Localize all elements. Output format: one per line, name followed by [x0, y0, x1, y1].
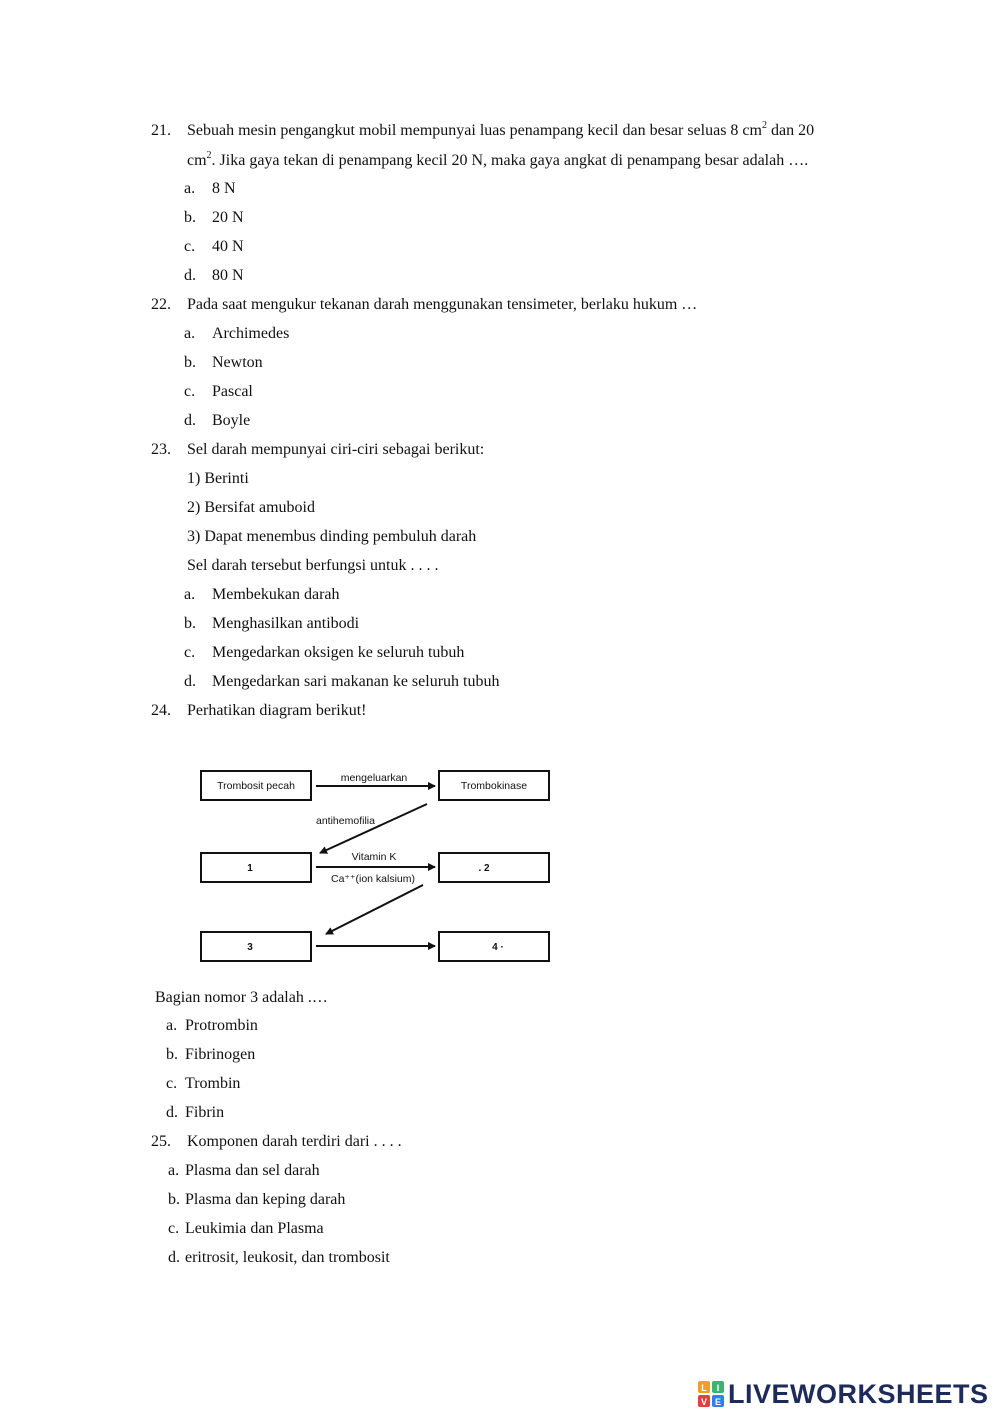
q22-option-c-letter: c. [184, 383, 196, 400]
q25-option-c[interactable]: Leukimia dan Plasma [185, 1220, 324, 1237]
q22-option-d-letter: d. [184, 412, 196, 429]
q24-option-a[interactable]: Protrombin [185, 1017, 258, 1034]
label-calcium: Ca⁺⁺(ion kalsium) [330, 873, 416, 885]
q23-option-d[interactable]: Mengedarkan sari makanan ke seluruh tubuh [212, 673, 500, 690]
q25-number: 25. [151, 1133, 171, 1150]
q24-option-c-letter: c. [166, 1075, 178, 1092]
q25-option-b[interactable]: Plasma dan keping darah [185, 1191, 346, 1208]
q23-trait-1: 1) Berinti [187, 470, 249, 487]
blood-clotting-diagram [195, 755, 560, 970]
box-2 [439, 853, 549, 882]
q23-option-b[interactable]: Menghasilkan antibodi [212, 615, 360, 632]
q23-number: 23. [151, 441, 171, 458]
q21-option-c-letter: c. [184, 238, 196, 255]
q23-question: Sel darah tersebut berfungsi untuk . . . . [187, 557, 439, 574]
logo-tile-i: I [716, 1383, 720, 1393]
q22-option-b[interactable]: Newton [212, 354, 263, 371]
q24-option-c[interactable]: Trombin [185, 1075, 241, 1092]
box-3 [201, 932, 311, 961]
q21-option-c[interactable]: 40 N [212, 238, 244, 255]
q23-option-a-letter: a. [184, 586, 196, 603]
q21-number: 21. [151, 122, 171, 139]
q21-option-b[interactable]: 20 N [212, 209, 244, 226]
q24-option-d-letter: d. [166, 1104, 178, 1121]
label-vitamin-k: Vitamin K [351, 851, 397, 863]
q25-option-d[interactable]: eritrosit, leukosit, dan trombosit [185, 1249, 390, 1266]
q21-option-b-letter: b. [184, 209, 196, 226]
box-1 [201, 853, 311, 882]
q22-option-a[interactable]: Archimedes [212, 325, 290, 342]
q22-option-d[interactable]: Boyle [212, 412, 251, 429]
q25-option-d-letter: d. [168, 1249, 180, 1266]
arrow-antihemofilia [320, 804, 427, 853]
box-1-label: 1 [247, 863, 253, 874]
q24-number: 24. [151, 702, 171, 719]
box-3-label: 3 [247, 942, 253, 953]
q23-option-d-letter: d. [184, 673, 196, 690]
q25-option-a-letter: a. [168, 1162, 180, 1179]
q21-text-line2: $cm^2$. Jika gaya tekan di penampang kecil 20 N, maka gaya angkat di penampang besar adalah …. [187, 150, 809, 169]
q21-text-line1: Sebuah mesin pengangkut mobil mempunyai luas penampang kecil dan besar seluas 8 $cm^2$ dan 20 [187, 120, 815, 139]
q21-option-d[interactable]: 80 N [212, 267, 244, 284]
q23-option-c-letter: c. [184, 644, 196, 661]
q24-question: Bagian nomor 3 adalah .… [155, 989, 328, 1006]
box-2-label: . 2 [478, 863, 490, 874]
liveworksheets-logo-text: LIVEWORKSHEETS [728, 1378, 989, 1409]
logo-tile-v: V [700, 1397, 708, 1407]
logo-tile-l: L [701, 1383, 707, 1393]
q25-text: Komponen darah terdiri dari . . . . [187, 1133, 402, 1150]
q25-option-a[interactable]: Plasma dan sel darah [185, 1162, 320, 1179]
q24-option-b[interactable]: Fibrinogen [185, 1046, 256, 1063]
q22-option-a-letter: a. [184, 325, 196, 342]
q25-option-b-letter: b. [168, 1191, 180, 1208]
liveworksheets-logo[interactable] [698, 1378, 989, 1410]
q23-trait-2: 2) Bersifat amuboid [187, 499, 315, 516]
q22-option-c[interactable]: Pascal [212, 383, 253, 400]
box-trombosit-pecah-label: Trombosit pecah [217, 780, 295, 792]
q22-text: Pada saat mengukur tekanan darah menggunakan tensimeter, berlaku hukum … [187, 296, 698, 313]
q22-option-b-letter: b. [184, 354, 196, 371]
q23-trait-3: 3) Dapat menembus dinding pembuluh darah [187, 528, 477, 545]
q23-option-a[interactable]: Membekukan darah [212, 586, 340, 603]
q24-option-d[interactable]: Fibrin [185, 1104, 225, 1121]
arrow-to-box3 [326, 885, 423, 934]
q23-text: Sel darah mempunyai ciri-ciri sebagai berikut: [187, 441, 485, 458]
q24-text: Perhatikan diagram berikut! [187, 702, 367, 719]
label-mengeluarkan: mengeluarkan [340, 772, 408, 784]
q21-option-a-letter: a. [184, 180, 196, 197]
q21-option-a[interactable]: 8 N [212, 180, 236, 197]
q22-number: 22. [151, 296, 171, 313]
box-trombokinase-label: Trombokinase [460, 780, 528, 792]
q23-option-c[interactable]: Mengedarkan oksigen ke seluruh tubuh [212, 644, 465, 661]
logo-tile-e: E [714, 1397, 722, 1407]
q24-option-b-letter: b. [166, 1046, 178, 1063]
box-4-label: 4 · [492, 942, 504, 953]
liveworksheets-logo-icon [698, 1381, 724, 1407]
q24-option-a-letter: a. [166, 1017, 178, 1034]
label-antihemofilia: antihemofilia [316, 815, 375, 827]
q23-option-b-letter: b. [184, 615, 196, 632]
q21-option-d-letter: d. [184, 267, 196, 284]
q25-option-c-letter: c. [168, 1220, 180, 1237]
